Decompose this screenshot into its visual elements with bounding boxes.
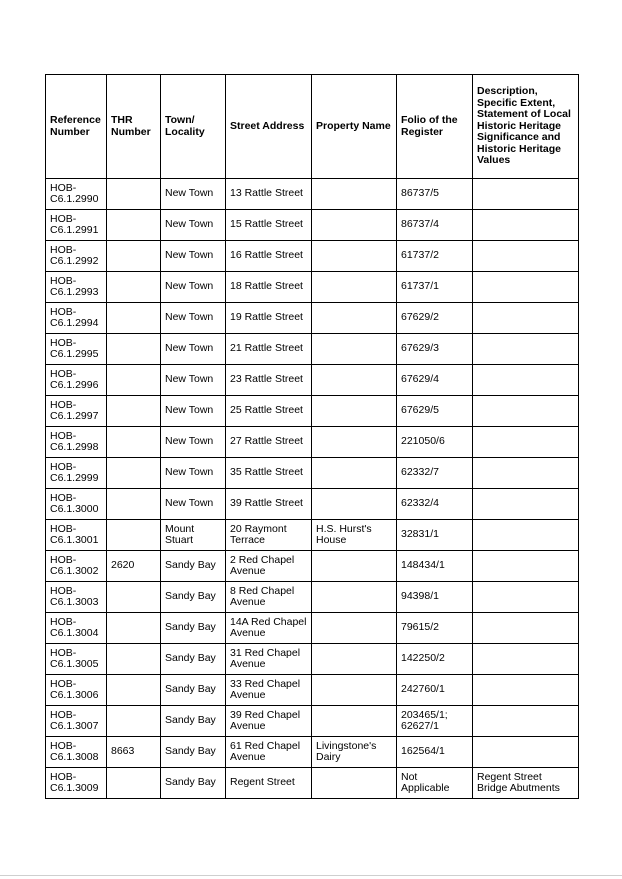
reference-cell: HOB-C6.1.2998 [46,427,107,458]
thr-cell [107,644,161,675]
reference-cell: HOB-C6.1.3009 [46,768,107,799]
thr-cell [107,582,161,613]
table-row [46,179,579,210]
reference-cell: HOB-C6.1.2996 [46,365,107,396]
header-description: Description, Specific Extent, Statement of Local Historic Heritage Significance and Historic Heritage Values [473,75,579,179]
property-cell: H.S. Hurst's House [312,520,397,551]
property-cell [312,427,397,458]
folio-cell: 32831/1 [397,520,473,551]
property-cell [312,706,397,737]
table-row [46,334,579,365]
street-cell: 2 Red Chapel Avenue [226,551,312,582]
reference-cell: HOB-C6.1.3005 [46,644,107,675]
reference-cell: HOB-C6.1.2997 [46,396,107,427]
description-cell [473,706,579,737]
street-cell: 31 Red Chapel Avenue [226,644,312,675]
folio-cell: 86737/5 [397,179,473,210]
table-row [46,396,579,427]
folio-cell: 62332/4 [397,489,473,520]
folio-cell: 86737/4 [397,210,473,241]
table-row [46,520,579,551]
property-cell [312,458,397,489]
town-cell: New Town [161,272,226,303]
street-cell: 21 Rattle Street [226,334,312,365]
town-cell: New Town [161,179,226,210]
page-edge-line [0,875,622,876]
description-cell [473,675,579,706]
street-cell: 25 Rattle Street [226,396,312,427]
reference-cell: HOB-C6.1.2995 [46,334,107,365]
reference-cell: HOB-C6.1.2993 [46,272,107,303]
folio-cell: 94398/1 [397,582,473,613]
thr-cell [107,272,161,303]
thr-cell [107,210,161,241]
street-cell: 33 Red Chapel Avenue [226,675,312,706]
street-cell: 27 Rattle Street [226,427,312,458]
table-row [46,303,579,334]
header-property-name: Property Name [312,75,397,179]
town-cell: Sandy Bay [161,768,226,799]
town-cell: New Town [161,489,226,520]
description-cell [473,210,579,241]
town-cell: New Town [161,303,226,334]
folio-cell: 67629/5 [397,396,473,427]
description-cell [473,241,579,272]
thr-cell [107,613,161,644]
property-cell [312,365,397,396]
street-cell: 13 Rattle Street [226,179,312,210]
street-cell: 23 Rattle Street [226,365,312,396]
property-cell [312,644,397,675]
table-row [46,582,579,613]
reference-cell: HOB-C6.1.2994 [46,303,107,334]
reference-cell: HOB-C6.1.3003 [46,582,107,613]
header-street-address: Street Address [226,75,312,179]
reference-cell: HOB-C6.1.3002 [46,551,107,582]
property-cell [312,303,397,334]
thr-cell [107,706,161,737]
thr-cell [107,334,161,365]
reference-cell: HOB-C6.1.3000 [46,489,107,520]
town-cell: Sandy Bay [161,706,226,737]
description-cell [473,179,579,210]
street-cell: 16 Rattle Street [226,241,312,272]
town-cell: Sandy Bay [161,675,226,706]
property-cell [312,272,397,303]
table-row [46,644,579,675]
header-row [46,75,579,179]
description-cell [473,427,579,458]
folio-cell: 221050/6 [397,427,473,458]
property-cell: Livingstone's Dairy [312,737,397,768]
description-cell [473,272,579,303]
street-cell: 39 Rattle Street [226,489,312,520]
description-cell [473,582,579,613]
town-cell: Sandy Bay [161,551,226,582]
town-cell: Mount Stuart [161,520,226,551]
street-cell: 8 Red Chapel Avenue [226,582,312,613]
table-row [46,365,579,396]
table-row [46,737,579,768]
thr-cell [107,179,161,210]
table-row [46,489,579,520]
thr-cell: 2620 [107,551,161,582]
property-cell [312,675,397,706]
reference-cell: HOB-C6.1.2991 [46,210,107,241]
heritage-register-table [45,74,579,799]
description-cell [473,737,579,768]
town-cell: New Town [161,241,226,272]
thr-cell [107,489,161,520]
header-town-locality: Town/ Locality [161,75,226,179]
folio-cell: 148434/1 [397,551,473,582]
table-body [46,179,579,799]
property-cell [312,582,397,613]
property-cell [312,334,397,365]
property-cell [312,489,397,520]
folio-cell: 142250/2 [397,644,473,675]
table-row [46,427,579,458]
table-row [46,613,579,644]
folio-cell: 79615/2 [397,613,473,644]
folio-cell: 242760/1 [397,675,473,706]
folio-cell: 62332/7 [397,458,473,489]
reference-cell: HOB-C6.1.3001 [46,520,107,551]
folio-cell: 61737/1 [397,272,473,303]
folio-cell: 67629/2 [397,303,473,334]
town-cell: New Town [161,396,226,427]
folio-cell: 162564/1 [397,737,473,768]
reference-cell: HOB-C6.1.2990 [46,179,107,210]
thr-cell: 8663 [107,737,161,768]
table-row [46,706,579,737]
description-cell [473,458,579,489]
reference-cell: HOB-C6.1.2999 [46,458,107,489]
town-cell: New Town [161,427,226,458]
description-cell [473,334,579,365]
town-cell: New Town [161,210,226,241]
thr-cell [107,303,161,334]
thr-cell [107,396,161,427]
town-cell: Sandy Bay [161,582,226,613]
street-cell: 61 Red Chapel Avenue [226,737,312,768]
property-cell [312,210,397,241]
street-cell: 20 Raymont Terrace [226,520,312,551]
street-cell: 35 Rattle Street [226,458,312,489]
street-cell: Regent Street [226,768,312,799]
reference-cell: HOB-C6.1.3006 [46,675,107,706]
thr-cell [107,241,161,272]
folio-cell: 203465/1; 62627/1 [397,706,473,737]
table-row [46,458,579,489]
thr-cell [107,365,161,396]
town-cell: New Town [161,365,226,396]
folio-cell: 61737/2 [397,241,473,272]
thr-cell [107,768,161,799]
description-cell [473,644,579,675]
street-cell: 19 Rattle Street [226,303,312,334]
table-row [46,675,579,706]
header-folio: Folio of the Register [397,75,473,179]
reference-cell: HOB-C6.1.3007 [46,706,107,737]
reference-cell: HOB-C6.1.3008 [46,737,107,768]
thr-cell [107,427,161,458]
table-row [46,210,579,241]
reference-cell: HOB-C6.1.3004 [46,613,107,644]
description-cell: Regent Street Bridge Abutments [473,768,579,799]
property-cell [312,396,397,427]
property-cell [312,241,397,272]
property-cell [312,179,397,210]
thr-cell [107,675,161,706]
description-cell [473,489,579,520]
header-thr-number: THR Number [107,75,161,179]
property-cell [312,768,397,799]
header-reference-number: Reference Number [46,75,107,179]
folio-cell: 67629/3 [397,334,473,365]
reference-cell: HOB-C6.1.2992 [46,241,107,272]
description-cell [473,396,579,427]
thr-cell [107,520,161,551]
description-cell [473,365,579,396]
table-row [46,551,579,582]
street-cell: 18 Rattle Street [226,272,312,303]
folio-cell: 67629/4 [397,365,473,396]
street-cell: 15 Rattle Street [226,210,312,241]
town-cell: Sandy Bay [161,613,226,644]
street-cell: 14A Red Chapel Avenue [226,613,312,644]
thr-cell [107,458,161,489]
town-cell: Sandy Bay [161,644,226,675]
street-cell: 39 Red Chapel Avenue [226,706,312,737]
description-cell [473,551,579,582]
folio-cell: Not Applicable [397,768,473,799]
description-cell [473,303,579,334]
town-cell: Sandy Bay [161,737,226,768]
town-cell: New Town [161,458,226,489]
table-row [46,272,579,303]
description-cell [473,520,579,551]
property-cell [312,551,397,582]
property-cell [312,613,397,644]
table-row [46,241,579,272]
description-cell [473,613,579,644]
table-row [46,768,579,799]
town-cell: New Town [161,334,226,365]
